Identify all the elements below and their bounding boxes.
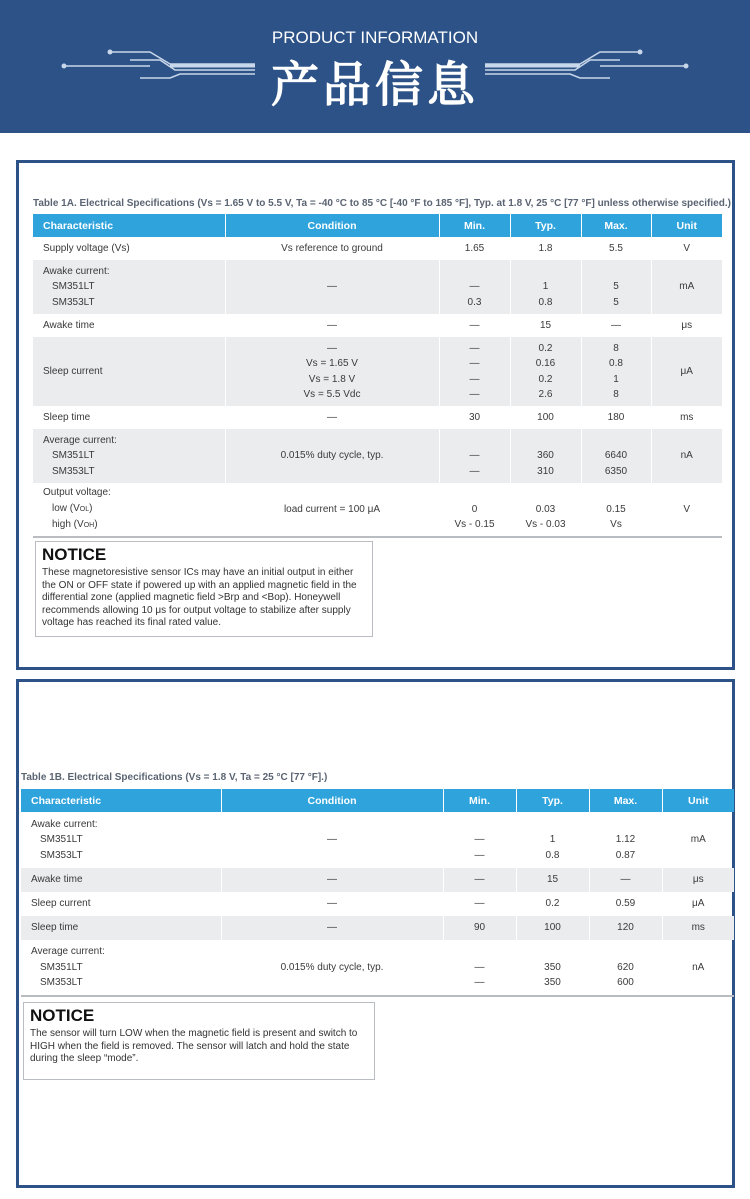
unit-cell: V <box>651 483 722 537</box>
column-header-max: Max. <box>589 789 662 812</box>
unit-cell: V <box>683 242 691 254</box>
table-caption: Table 1B. Electrical Specifications (Vs = 1.8 V, Ta = 25 °C [77 °F].) <box>21 772 328 783</box>
characteristic-cell: Awake time <box>33 314 225 337</box>
table-header-row <box>33 214 722 237</box>
characteristic-cell: Sleep current <box>33 337 225 406</box>
condition-cell: — <box>221 916 443 940</box>
condition-cell: — <box>221 892 443 916</box>
condition-cell: 0.015% duty cycle, typ. <box>225 429 439 483</box>
typ-cell: 15 <box>510 314 581 337</box>
characteristic-cell: Sleep current <box>21 892 221 916</box>
column-header-typ: Typ. <box>510 214 581 237</box>
characteristic-cell: Sleep time <box>21 916 221 940</box>
unit-cell: nA <box>651 429 722 483</box>
typ-cell: 100 <box>516 916 589 940</box>
column-header-unit: Unit <box>662 789 734 812</box>
max-cell: — <box>589 868 662 892</box>
condition-cell: — Vs = 1.65 V Vs = 1.8 V Vs = 5.5 Vdc <box>225 337 439 406</box>
condition-cell: 0.015% duty cycle, typ. <box>221 940 443 996</box>
condition-cell: Vs reference to ground <box>225 237 439 260</box>
notice-text: These magnetoresistive sensor ICs may have an initial output in either the ON or OFF state if powered up with an applied magnetic field in the differential zone (applied magnetic field >Brp and <Bop). Honeywell recommends allowing 10 μs for output voltage to stabilize after supply voltage has reached its final rated value. <box>42 567 357 629</box>
characteristic-cell: Awake time <box>21 868 221 892</box>
characteristic-cell: Output voltage: low (VOL) high (VOH) <box>33 483 225 537</box>
min-cell: — — — — <box>439 337 510 406</box>
min-cell: — 0.3 <box>439 260 510 314</box>
characteristic-cell: Average current: SM351LT SM353LT <box>21 940 221 996</box>
min-cell: — — <box>443 940 516 996</box>
table-row <box>33 237 722 260</box>
table-row <box>33 429 722 483</box>
condition-cell: — <box>221 868 443 892</box>
typ-cell: 350 350 <box>516 940 589 996</box>
table-row <box>21 812 734 868</box>
max-cell: 0.15 Vs <box>581 483 651 537</box>
min-cell: — <box>443 892 516 916</box>
unit-cell: μA <box>692 898 705 910</box>
condition-cell: load current = 100 μA <box>225 483 439 537</box>
max-cell: 620 600 <box>589 940 662 996</box>
min-cell: 0 Vs - 0.15 <box>439 483 510 537</box>
unit-cell: mA <box>651 260 722 314</box>
column-header-min: Min. <box>439 214 510 237</box>
min-cell: 90 <box>443 916 516 940</box>
max-cell: 8 0.8 1 8 <box>581 337 651 406</box>
unit-cell: ms <box>680 411 694 423</box>
banner-title-cn: 产品信息 <box>270 57 479 113</box>
spec-table-1b <box>21 789 734 997</box>
max-cell: 6640 6350 <box>581 429 651 483</box>
unit-cell: μs <box>681 319 693 331</box>
max-cell: 120 <box>589 916 662 940</box>
typ-cell: 15 <box>516 868 589 892</box>
min-cell: — — <box>443 812 516 868</box>
column-header-typ: Typ. <box>516 789 589 812</box>
condition-cell: — <box>225 406 439 429</box>
min-cell: — <box>439 314 510 337</box>
min-cell: 1.65 <box>439 237 510 260</box>
typ-cell: 0.2 <box>516 892 589 916</box>
column-header-condition: Condition <box>225 214 439 237</box>
characteristic-cell: Average current: SM351LT SM353LT <box>33 429 225 483</box>
characteristic-cell: Awake current: SM351LT SM353LT <box>33 260 225 314</box>
unit-cell: μA <box>651 337 722 406</box>
characteristic-cell: Awake current: SM351LT SM353LT <box>21 812 221 868</box>
characteristic-cell: Sleep time <box>33 406 225 429</box>
max-cell: — <box>581 314 651 337</box>
typ-cell: 1.8 <box>510 237 581 260</box>
notice-box <box>23 1002 375 1080</box>
condition-cell: — <box>221 812 443 868</box>
column-header-min: Min. <box>443 789 516 812</box>
min-cell: — <box>443 868 516 892</box>
notice-box <box>35 541 373 637</box>
table-row <box>33 406 722 429</box>
table-row <box>21 916 734 940</box>
column-header-characteristic: Characteristic <box>33 214 225 237</box>
unit-cell: mA <box>690 834 706 846</box>
table-caption: Table 1A. Electrical Specifications (Vs = 1.65 V to 5.5 V, Ta = -40 °C to 85 °C [-40 °F to 185 °F], Typ. at 1.8 V, 25 °C [77 °F] unless otherwise specified.) <box>33 198 731 209</box>
unit-cell: ms <box>662 916 734 940</box>
column-header-characteristic: Characteristic <box>21 789 221 812</box>
table-row <box>21 892 734 916</box>
column-header-max: Max. <box>581 214 651 237</box>
typ-cell: 100 <box>510 406 581 429</box>
condition-cell: — <box>225 314 439 337</box>
banner-title-en: PRODUCT INFORMATION <box>271 28 479 47</box>
table-row <box>33 337 722 406</box>
column-header-condition: Condition <box>221 789 443 812</box>
spec-table-1a <box>33 214 722 538</box>
table-row <box>33 483 722 537</box>
typ-cell: 0.2 0.16 0.2 2.6 <box>510 337 581 406</box>
condition-cell: — <box>225 260 439 314</box>
max-cell: 0.59 <box>589 892 662 916</box>
typ-cell: 1 0.8 <box>516 812 589 868</box>
typ-cell: 360 310 <box>510 429 581 483</box>
header-banner <box>0 0 750 133</box>
min-cell: — — <box>439 429 510 483</box>
notice-text: The sensor will turn LOW when the magnetic field is present and switch to HIGH when the field is removed. The sensor will latch and hold the state during the sleep “mode”. <box>30 1028 358 1065</box>
column-header-unit: Unit <box>651 214 722 237</box>
unit-cell: nA <box>662 940 734 996</box>
spec-panel-1b <box>16 679 735 1188</box>
typ-cell: 0.03 Vs - 0.03 <box>510 483 581 537</box>
table-row <box>21 868 734 892</box>
notice-title: NOTICE <box>42 545 107 564</box>
notice-title: NOTICE <box>30 1006 95 1025</box>
max-cell: 180 <box>581 406 651 429</box>
unit-cell: μs <box>662 868 734 892</box>
max-cell: 1.12 0.87 <box>589 812 662 868</box>
table-row <box>33 260 722 314</box>
min-cell: 30 <box>439 406 510 429</box>
max-cell: 5.5 <box>581 237 651 260</box>
spec-panel-1a <box>16 160 735 670</box>
max-cell: 5 5 <box>581 260 651 314</box>
characteristic-cell: Supply voltage (Vs) <box>33 237 225 260</box>
table-header-row <box>21 789 734 812</box>
table-row <box>21 940 734 996</box>
table-row <box>33 314 722 337</box>
typ-cell: 1 0.8 <box>510 260 581 314</box>
